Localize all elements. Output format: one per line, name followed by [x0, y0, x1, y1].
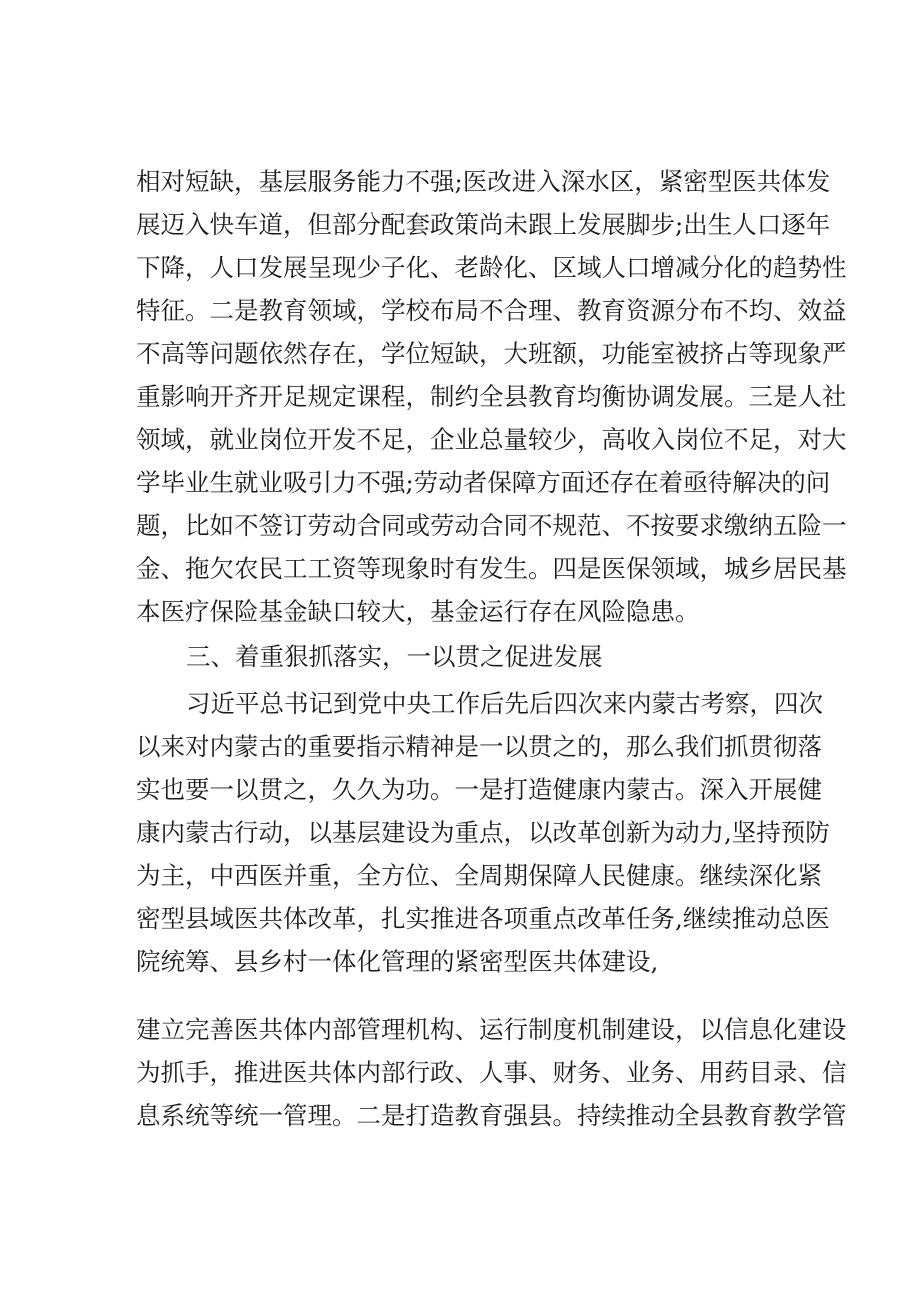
body-line-21: 息系统等统一管理。二是打造教育强县。持续推动全县教育教学管: [136, 1101, 847, 1130]
body-line-4: 特征。二是教育领域，学校布局不合理、教育资源分布不均、效益: [136, 296, 847, 325]
body-line-1: 相对短缺，基层服务能力不强;医改进入深水区，紧密型医共体发: [136, 167, 831, 196]
body-line-5: 不高等问题依然存在，学位短缺，大班额，功能室被挤占等现象严: [136, 339, 847, 368]
body-line-17: 密型县域医共体改革，扎实推进各项重点改革任务,继续推动总医: [136, 904, 830, 933]
body-line-14: 实也要一以贯之，久久为功。一是打造健康内蒙古。深入开展健: [136, 775, 822, 804]
body-line-15: 康内蒙古行动，以基层建设为重点，以改革创新为动力,坚持预防: [136, 818, 830, 847]
body-line-18: 院统筹、县乡村一体化管理的紧密型医共体建设,: [136, 947, 659, 976]
body-line-7: 领域，就业岗位开发不足，企业总量较少，高收入岗位不足，对大: [136, 425, 847, 454]
body-line-8: 学毕业生就业吸引力不强;劳动者保障方面还存在着亟待解决的问: [136, 468, 831, 497]
body-line-16: 为主，中西医并重，全方位、全周期保障人民健康。继续深化紧: [136, 861, 822, 890]
body-line-19: 建立完善医共体内部管理机构、运行制度机制建设，以信息化建设: [136, 1015, 847, 1044]
body-line-6: 重影响开齐开足规定课程，制约全县教育均衡协调发展。三是人社: [136, 382, 847, 411]
body-line-9: 题，比如不签订劳动合同或劳动合同不规范、不按要求缴纳五险一: [136, 511, 847, 540]
section-heading: 三、着重狠抓落实，一以贯之促进发展: [186, 642, 603, 671]
body-line-3: 下降，人口发展呈现少子化、老龄化、区域人口增减分化的趋势性: [136, 253, 847, 282]
body-line-20: 为抓手，推进医共体内部行政、人事、财务、业务、用药目录、信: [136, 1058, 847, 1087]
body-line-12: 习近平总书记到党中央工作后先后四次来内蒙古考察，四次: [186, 689, 823, 718]
body-line-2: 展迈入快车道，但部分配套政策尚未跟上发展脚步;出生人口逐年: [136, 210, 831, 239]
body-line-13: 以来对内蒙古的重要指示精神是一以贯之的，那么我们抓贯彻落: [136, 732, 822, 761]
body-line-11: 本医疗保险基金缺口较大，基金运行存在风险隐患。: [136, 597, 700, 626]
body-line-10: 金、拖欠农民工工资等现象时有发生。四是医保领域，城乡居民基: [136, 554, 847, 583]
